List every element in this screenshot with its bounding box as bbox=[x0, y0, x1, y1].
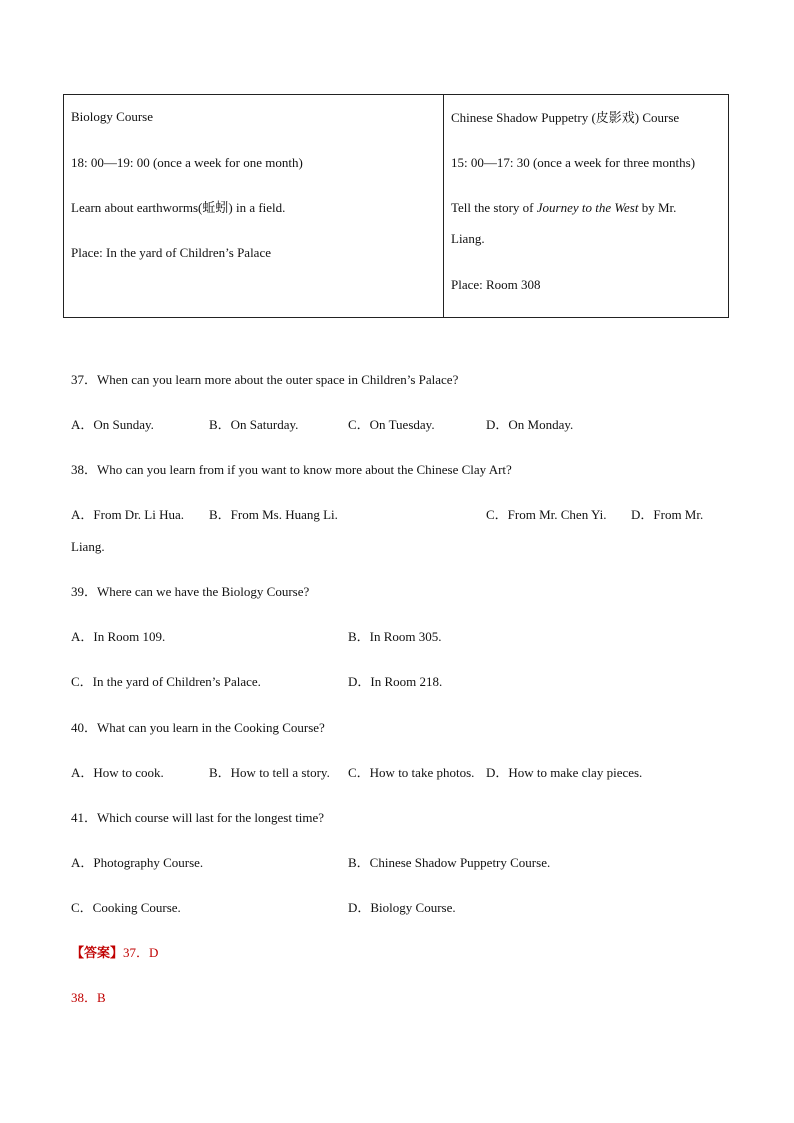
course-description-cont: Liang. bbox=[451, 231, 485, 246]
option-d: D．On Monday. bbox=[486, 417, 574, 432]
course-title: Chinese Shadow Puppetry (皮影戏) Course bbox=[451, 110, 680, 125]
question-38-stem: 38．Who can you learn from if you want to know more about the Chinese Clay Art? bbox=[71, 462, 512, 477]
book-title: Journey to the West bbox=[536, 200, 639, 215]
option-c: C．In the yard of Children’s Palace. bbox=[71, 674, 261, 689]
biology-course-cell bbox=[64, 95, 443, 317]
option-a: A．How to cook. bbox=[71, 765, 164, 780]
question-37-stem: 37．When can you learn more about the outer space in Children’s Palace? bbox=[71, 372, 459, 387]
option-d-cont: Liang. bbox=[71, 539, 105, 554]
option-b: B．On Saturday. bbox=[209, 417, 299, 432]
answer-line-37 bbox=[71, 945, 158, 961]
course-place: Place: In the yard of Children’s Palace bbox=[71, 245, 271, 260]
option-d: D．In Room 218. bbox=[348, 674, 443, 689]
question-40-stem: 40．What can you learn in the Cooking Course? bbox=[71, 720, 325, 735]
course-time: 18: 00—19: 00 (once a week for one month) bbox=[71, 155, 303, 170]
option-b: B．In Room 305. bbox=[348, 629, 442, 644]
option-a: A．On Sunday. bbox=[71, 417, 154, 432]
option-c: C．From Mr. Chen Yi. bbox=[486, 507, 607, 522]
question-39-stem: 39．Where can we have the Biology Course? bbox=[71, 584, 310, 599]
course-description: Learn about earthworms(蚯蚓) in a field. bbox=[71, 200, 286, 215]
option-d: D．How to make clay pieces. bbox=[486, 765, 643, 780]
answer-38: 38．B bbox=[71, 990, 106, 1005]
option-d: D．From Mr. bbox=[631, 507, 704, 522]
option-a: A．From Dr. Li Hua. bbox=[71, 507, 185, 522]
option-b: B．How to tell a story. bbox=[209, 765, 330, 780]
course-description: Tell the story of Journey to the West by Mr. bbox=[451, 200, 677, 215]
option-a: A．In Room 109. bbox=[71, 629, 166, 644]
answer-tag: 【答案】 bbox=[71, 945, 124, 960]
answer-37: 37．D bbox=[123, 945, 159, 960]
course-table bbox=[63, 94, 729, 318]
option-c: C．On Tuesday. bbox=[348, 417, 435, 432]
course-title: Biology Course bbox=[71, 109, 153, 124]
option-b: B．Chinese Shadow Puppetry Course. bbox=[348, 855, 551, 870]
option-b: B．From Ms. Huang Li. bbox=[209, 507, 338, 522]
option-c: C．How to take photos. bbox=[348, 765, 475, 780]
shadow-puppetry-course-cell bbox=[444, 95, 728, 317]
question-41-stem: 41．Which course will last for the longest time? bbox=[71, 810, 325, 825]
option-a: A．Photography Course. bbox=[71, 855, 204, 870]
course-time: 15: 00—17: 30 (once a week for three months) bbox=[451, 155, 696, 170]
option-c: C．Cooking Course. bbox=[71, 900, 181, 915]
option-d: D．Biology Course. bbox=[348, 900, 456, 915]
course-place: Place: Room 308 bbox=[451, 277, 541, 292]
